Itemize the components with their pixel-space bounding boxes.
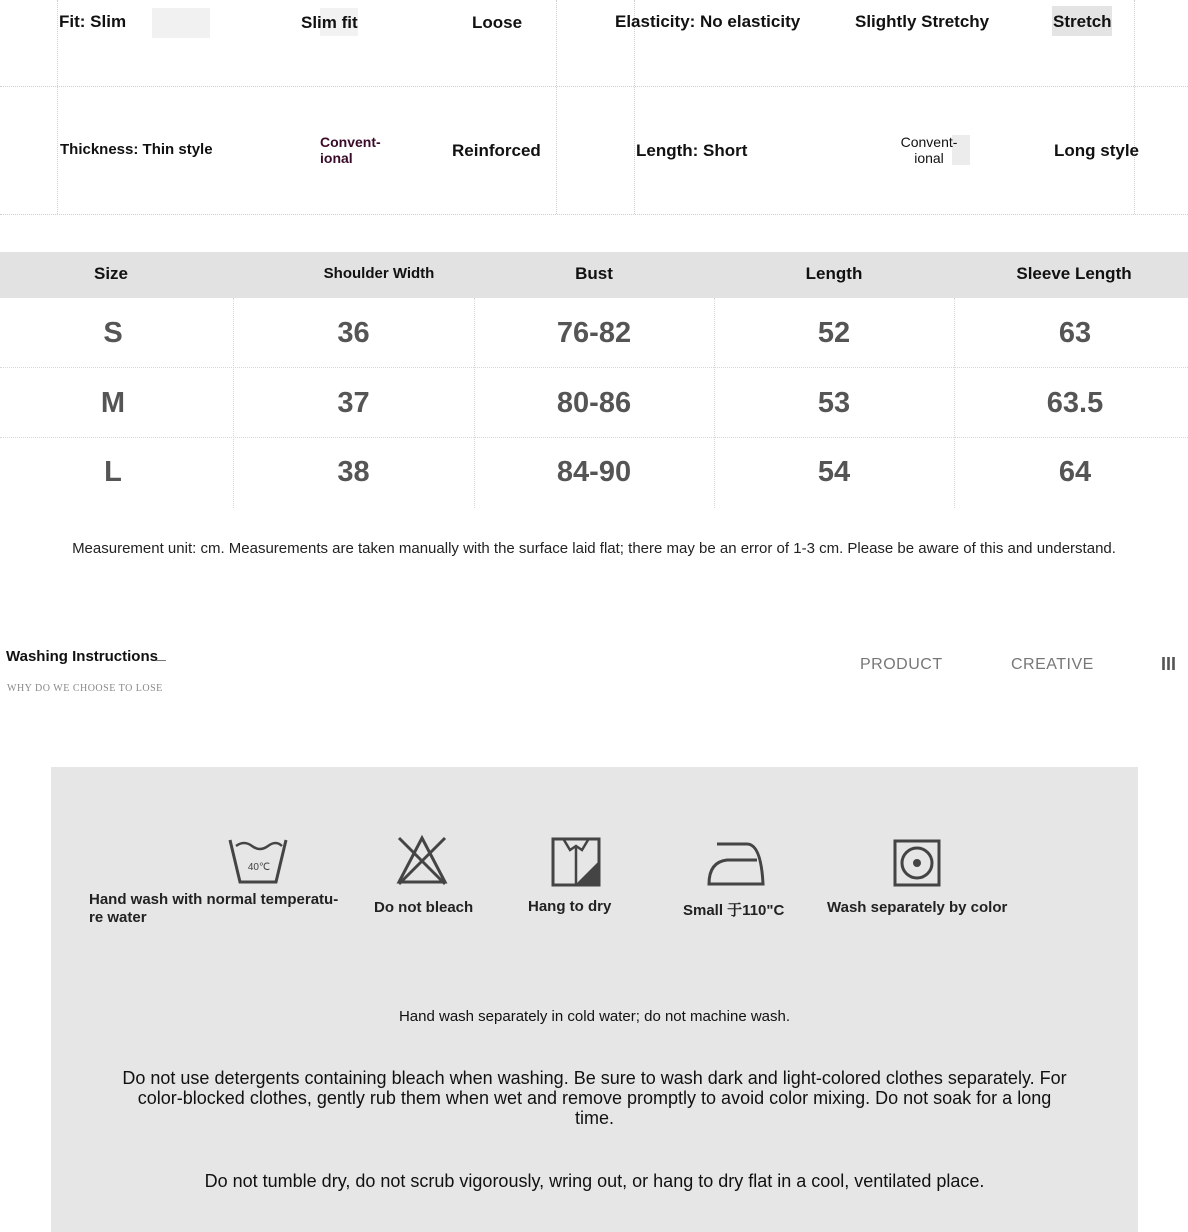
care-label-hang-dry: Hang to dry	[528, 898, 612, 915]
header-length: Length	[805, 264, 863, 283]
washing-title: Washing Instructions	[6, 648, 158, 665]
grid-divider	[556, 0, 557, 214]
hang-dry-icon	[550, 836, 602, 888]
menu-icon: III	[1161, 654, 1177, 674]
measurement-note: Measurement unit: cm. Measurements are taken manually with the surface laid flat; there may be an error of 1-3 cm. Please be aware of this and understand.	[72, 540, 1116, 557]
cell-sleeve: 64	[1058, 456, 1092, 488]
cell-length: 54	[817, 456, 851, 488]
cell-size: L	[104, 456, 122, 488]
cell-size: S	[103, 317, 123, 349]
cell-sleeve: 63	[1058, 317, 1092, 349]
fit-option-slim: Slim fit	[301, 13, 358, 32]
fit-label: Fit: Slim	[59, 12, 127, 31]
no-bleach-icon	[395, 834, 449, 888]
instruction-line-1: Hand wash separately in cold water; do not machine wash.	[398, 1008, 791, 1025]
cell-size: M	[100, 387, 126, 419]
header-bust: Bust	[575, 264, 613, 283]
elasticity-option-stretch: Stretch	[1053, 12, 1112, 31]
elasticity-label: Elasticity: No elasticity	[615, 12, 801, 31]
grid-divider	[57, 0, 58, 214]
care-label-no-bleach: Do not bleach	[374, 899, 474, 916]
cell-shoulder: 36	[337, 317, 370, 349]
grid-divider	[0, 214, 1188, 215]
wash-separately-icon	[892, 838, 942, 888]
thickness-option-conventional: Convent- ional	[320, 134, 381, 166]
grid-divider	[0, 86, 1188, 87]
thickness-label: Thickness: Thin style	[60, 141, 213, 158]
iron-icon	[705, 838, 767, 888]
cell-sleeve: 63.5	[1046, 387, 1104, 419]
header-word-product: PRODUCT	[860, 656, 943, 673]
length-label: Length: Short	[636, 141, 748, 160]
cell-shoulder: 38	[337, 456, 370, 488]
header-word-creative: CREATIVE	[1011, 656, 1094, 673]
header-sleeve-length: Sleeve Length	[1016, 264, 1132, 283]
size-table-header	[0, 252, 1188, 298]
header-size: Size	[93, 264, 129, 283]
grid-divider	[1134, 0, 1135, 214]
option-marker	[152, 8, 210, 38]
care-label-iron: Small 于110"C	[683, 902, 785, 919]
grid-divider	[634, 0, 635, 214]
cell-bust: 80-86	[556, 387, 632, 419]
wash-temperature: 40℃	[247, 862, 271, 873]
instruction-line-2: Do not use detergents containing bleach when washing. Be sure to wash dark and light-colored clothes separately. For color-blocked clothes, gently rub them when wet and remove promptly to avoid color mixing. Do not soak for a long time.	[122, 1068, 1067, 1128]
cell-shoulder: 37	[337, 387, 370, 419]
length-option-conventional: Convent- ional	[900, 134, 958, 166]
care-label-hand-wash: Hand wash with normal temperatu- re water	[89, 891, 339, 926]
cell-length: 52	[817, 317, 851, 349]
cell-bust: 76-82	[556, 317, 632, 349]
cell-length: 53	[817, 387, 851, 419]
hand-wash-icon	[228, 836, 288, 888]
fit-option-loose: Loose	[472, 13, 523, 32]
instruction-line-3: Do not tumble dry, do not scrub vigorously, wring out, or hang to dry flat in a cool, ventilated place.	[204, 1171, 985, 1191]
care-label-wash-separately: Wash separately by color	[827, 899, 1008, 916]
cell-bust: 84-90	[556, 456, 632, 488]
washing-subtitle: WHY DO WE CHOOSE TO LOSE	[7, 683, 163, 694]
length-option-long: Long style	[1054, 141, 1140, 160]
title-dash	[156, 660, 166, 661]
elasticity-option-slight: Slightly Stretchy	[855, 12, 990, 31]
header-shoulder-width: Shoulder Width	[323, 265, 435, 282]
thickness-option-reinforced: Reinforced	[452, 141, 541, 160]
